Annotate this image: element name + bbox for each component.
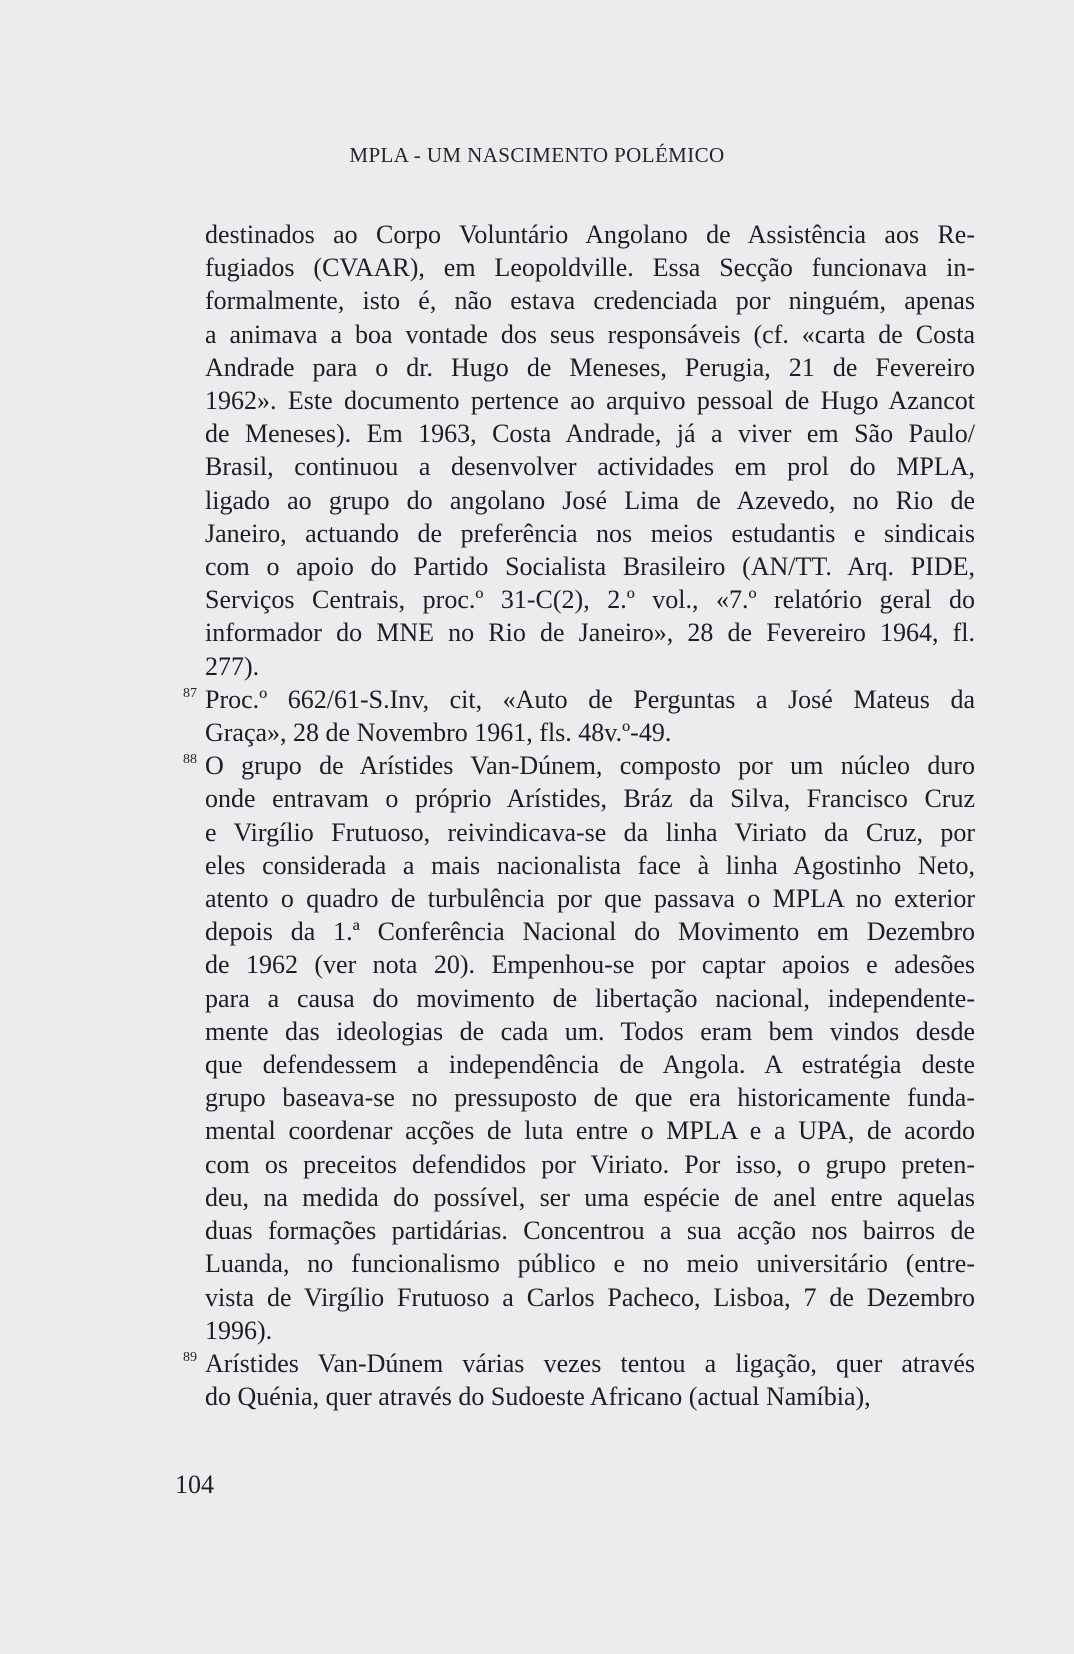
- footnote-line: para a causa do movimento de libertação nacional, independente-: [205, 983, 975, 1013]
- footnote-line: de Meneses). Em 1963, Costa Andrade, já a viver em São Paulo/: [205, 419, 975, 449]
- footnote: [183, 1347, 975, 1413]
- footnote-line: e Virgílio Frutuoso, reivindicava-se da linha Viriato da Cruz, por: [205, 817, 975, 847]
- footnote: [183, 683, 975, 749]
- footnotes-block: [183, 218, 975, 1413]
- footnote: [205, 218, 975, 683]
- footnote-line: duas formações partidárias. Concentrou a sua acção nos bairros de: [205, 1216, 975, 1246]
- footnote-number: 89: [183, 1349, 197, 1365]
- footnote-line: Brasil, continuou a desenvolver actividades em prol do MPLA,: [205, 452, 975, 482]
- footnote-line: Arístides Van-Dúnem várias vezes tentou a ligação, quer através: [205, 1348, 975, 1378]
- footnote-line: fugiados (CVAAR), em Leopoldville. Essa Secção funcionava in-: [205, 253, 975, 283]
- footnote-line: Graça», 28 de Novembro 1961, fls. 48v.º-49.: [205, 718, 672, 748]
- footnote-line: 1962». Este documento pertence ao arquivo pessoal de Hugo Azancot: [205, 386, 975, 416]
- footnote-line: informador do MNE no Rio de Janeiro», 28 de Fevereiro 1964, fl.: [205, 618, 975, 648]
- running-title: MPLA - UM NASCIMENTO POLÉMICO: [349, 143, 725, 167]
- footnote-line: 277).: [205, 651, 260, 681]
- footnote-line: Proc.º 662/61-S.Inv, cit, «Auto de Perguntas a José Mateus da: [205, 684, 975, 714]
- footnote-line: formalmente, isto é, não estava credenciada por ninguém, apenas: [205, 286, 975, 316]
- footnote-line: Janeiro, actuando de preferência nos meios estudantis e sindicais: [205, 518, 975, 548]
- footnote-line: Luanda, no funcionalismo público e no meio universitário (entre-: [205, 1249, 975, 1279]
- footnote-line: 1996).: [205, 1315, 273, 1345]
- footnote-line: Andrade para o dr. Hugo de Meneses, Perugia, 21 de Fevereiro: [205, 352, 975, 382]
- footnote-line: O grupo de Arístides Van-Dúnem, composto por um núcleo duro: [205, 751, 975, 781]
- footnote-line: com o apoio do Partido Socialista Brasileiro (AN/TT. Arq. PIDE,: [205, 552, 975, 582]
- footnote: [183, 749, 975, 1347]
- footnote-line: ligado ao grupo do angolano José Lima de Azevedo, no Rio de: [205, 485, 975, 515]
- footnote-line: do Quénia, quer através do Sudoeste Africano (actual Namíbia),: [205, 1382, 871, 1412]
- footnote-line: depois da 1.ª Conferência Nacional do Movimento em Dezembro: [205, 917, 975, 947]
- footnote-line: onde entravam o próprio Arístides, Bráz da Silva, Francisco Cruz: [205, 784, 975, 814]
- footnote-line: destinados ao Corpo Voluntário Angolano de Assistência aos Re-: [205, 220, 975, 249]
- footnote-line: atento o quadro de turbulência por que passava o MPLA no exterior: [205, 884, 975, 914]
- footnote-line: vista de Virgílio Frutuoso a Carlos Pacheco, Lisboa, 7 de Dezembro: [205, 1282, 975, 1312]
- footnote-number: 87: [183, 685, 197, 701]
- footnote-line: mental coordenar acções de luta entre o MPLA e a UPA, de acordo: [205, 1116, 975, 1146]
- footnote-line: de 1962 (ver nota 20). Empenhou-se por captar apoios e adesões: [205, 950, 975, 980]
- footnote-number: 88: [183, 752, 197, 768]
- footnote-line: grupo baseava-se no pressuposto de que era historicamente funda-: [205, 1083, 975, 1113]
- footnote-line: Serviços Centrais, proc.º 31-C(2), 2.º vol., «7.º relatório geral do: [205, 585, 975, 615]
- footnote-line: que defendessem a independência de Angola. A estratégia deste: [205, 1050, 975, 1080]
- footnote-line: com os preceitos defendidos por Viriato. Por isso, o grupo preten-: [205, 1149, 975, 1179]
- footnote-line: mente das ideologias de cada um. Todos eram bem vindos desde: [205, 1016, 975, 1046]
- page-number: 104: [175, 1470, 214, 1499]
- footnote-line: eles considerada a mais nacionalista face à linha Agostinho Neto,: [205, 850, 975, 880]
- footnote-line: a animava a boa vontade dos seus responsáveis (cf. «carta de Costa: [205, 319, 975, 349]
- footnote-line: deu, na medida do possível, ser uma espécie de anel entre aquelas: [205, 1182, 975, 1212]
